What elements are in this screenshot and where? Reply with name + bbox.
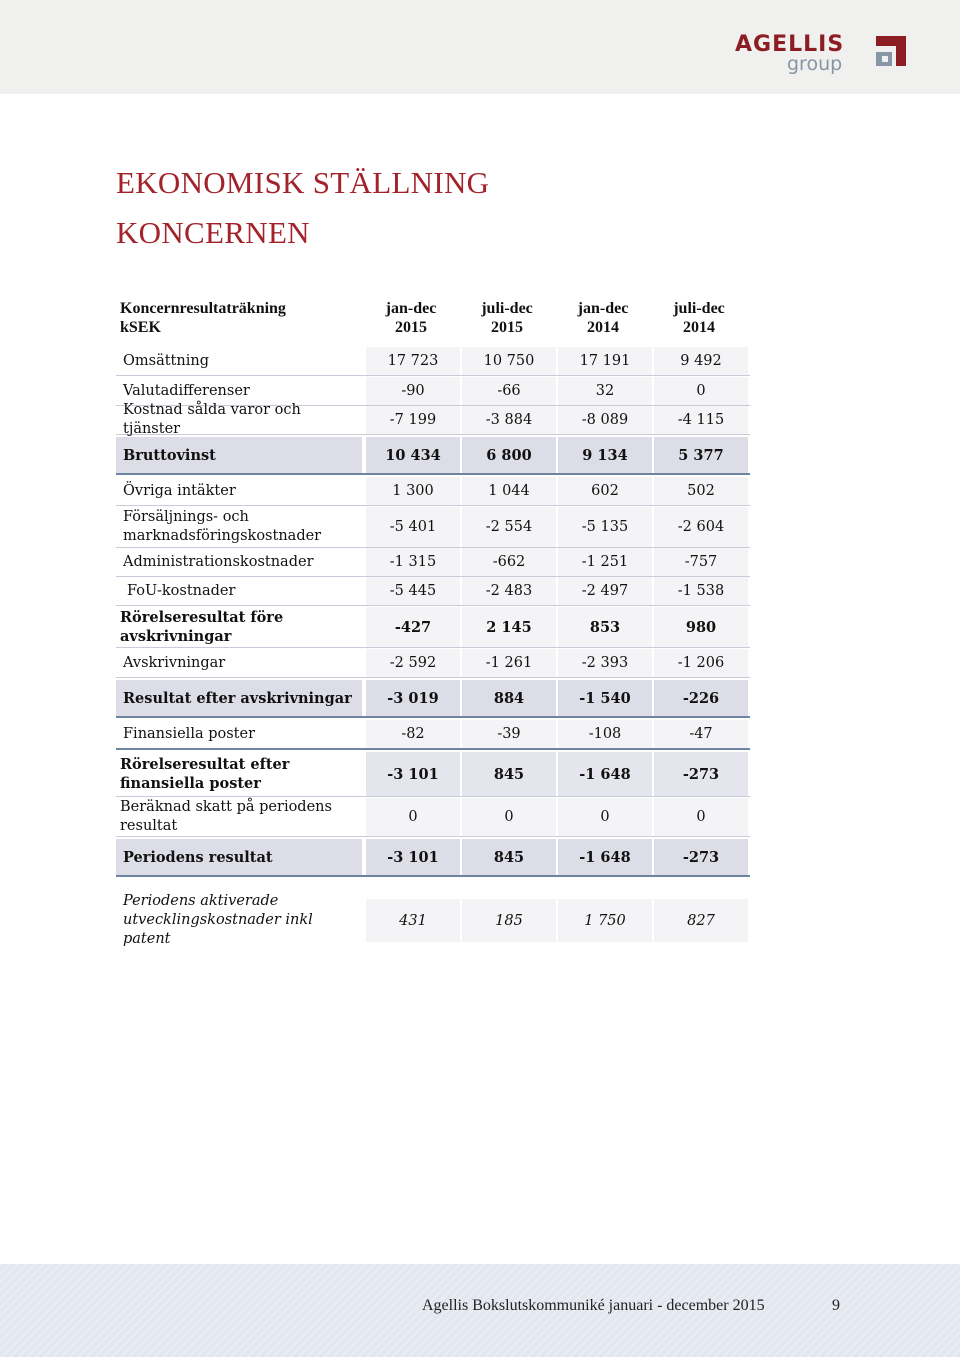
- table-cell: -1 648: [558, 839, 652, 875]
- row-label: Finansiella poster: [123, 725, 256, 742]
- table-cell: -2 592: [366, 649, 460, 677]
- table-cell: -5 135: [558, 507, 652, 547]
- footer-text: Agellis Bokslutskommuniké januari - december 2015: [422, 1297, 765, 1314]
- table-cell: 6 800: [462, 437, 556, 473]
- row-label: Avskrivningar: [123, 654, 226, 671]
- table-cell: -427: [366, 607, 460, 647]
- table-cell: 845: [462, 752, 556, 796]
- table-row-subtotal: [116, 607, 750, 648]
- row-label: Övriga intäkter: [123, 482, 236, 499]
- table-cell: 10 750: [462, 347, 556, 375]
- table-cell: 431: [366, 899, 460, 942]
- table-cell: -1 540: [558, 680, 652, 716]
- column-header: [556, 299, 650, 337]
- table-cell: 827: [654, 899, 748, 942]
- table-cell: -4 115: [654, 406, 748, 434]
- column-header-line-1: juli-dec: [673, 300, 725, 317]
- table-cell: -1 538: [654, 577, 748, 605]
- column-header: [652, 299, 746, 337]
- column-header: [364, 299, 458, 337]
- table-cell: -8 089: [558, 406, 652, 434]
- head-label-line-1: Koncernresultaträkning: [120, 300, 286, 317]
- row-label: FoU-kostnader: [127, 582, 236, 599]
- table-cell: -757: [654, 548, 748, 576]
- table-cell: -7 199: [366, 406, 460, 434]
- table-row-total: [116, 437, 750, 475]
- row-label: Valutadifferenser: [123, 382, 250, 399]
- table-cell: 845: [462, 839, 556, 875]
- row-label: Periodens resultat: [116, 839, 362, 875]
- column-header-line-2: 2015: [491, 319, 523, 336]
- table-row-note: [116, 893, 750, 947]
- row-label: Periodens aktiverade utvecklingskostnader inkl patent: [123, 893, 313, 947]
- table-cell: 1 750: [558, 899, 652, 942]
- table-cell: 0: [654, 798, 748, 836]
- row-label: Kostnad sålda varor och tjänster: [123, 402, 301, 437]
- title-line-1: EKONOMISK STÄLLNING: [116, 165, 490, 200]
- table-cell: -2 604: [654, 507, 748, 547]
- table-cell: 980: [654, 607, 748, 647]
- row-label: Omsättning: [123, 352, 209, 369]
- table-cell: 185: [462, 899, 556, 942]
- table-cell: -39: [462, 720, 556, 748]
- table-cell: 10 434: [366, 437, 460, 473]
- table-cell: 884: [462, 680, 556, 716]
- column-header-line-1: juli-dec: [481, 300, 533, 317]
- table-cell: 9 492: [654, 347, 748, 375]
- table-cell: 602: [558, 477, 652, 505]
- row-label: Rörelseresultat efter finansiella poster: [120, 756, 290, 792]
- table-cell: -3 019: [366, 680, 460, 716]
- table-row: [116, 720, 750, 750]
- table-cell: -273: [654, 839, 748, 875]
- table-cell: -2 497: [558, 577, 652, 605]
- table-cell: -3 884: [462, 406, 556, 434]
- table-cell: 17 191: [558, 347, 652, 375]
- table-cell: 9 134: [558, 437, 652, 473]
- row-label: Beräknad skatt på periodens resultat: [120, 799, 332, 834]
- table-cell: -3 101: [366, 839, 460, 875]
- table-cell: -1 315: [366, 548, 460, 576]
- column-header-line-1: jan-dec: [577, 300, 629, 317]
- table-cell: -1 251: [558, 548, 652, 576]
- table-cell: -5 401: [366, 507, 460, 547]
- head-label-line-2: kSEK: [120, 319, 161, 336]
- table-cell: -662: [462, 548, 556, 576]
- logo-mark-icon: [872, 32, 910, 70]
- table-cell: 853: [558, 607, 652, 647]
- table-cell: -226: [654, 680, 748, 716]
- column-header: [460, 299, 554, 337]
- logo-sub: group: [787, 53, 843, 75]
- table-cell: 0: [462, 798, 556, 836]
- row-label: Rörelseresultat före avskrivningar: [120, 609, 284, 645]
- table-cell: -1 206: [654, 649, 748, 677]
- table-row-total: [116, 680, 750, 718]
- row-label: Bruttovinst: [116, 437, 362, 473]
- table-cell: -82: [366, 720, 460, 748]
- table-row-total: [116, 839, 750, 877]
- table-cell: 5 377: [654, 437, 748, 473]
- table-row: [116, 347, 750, 376]
- table-row: [116, 477, 750, 506]
- table-cell: -3 101: [366, 752, 460, 796]
- table-cell: 2 145: [462, 607, 556, 647]
- table-cell: 1 300: [366, 477, 460, 505]
- table-cell: 502: [654, 477, 748, 505]
- page-number: 9: [832, 1297, 840, 1314]
- table-row-subtotal: [116, 752, 750, 797]
- table-cell: 0: [558, 798, 652, 836]
- table-head-label: [120, 299, 286, 337]
- column-header-line-2: 2014: [587, 319, 619, 336]
- logo-word: AGELLIS: [735, 32, 845, 57]
- table-cell: 0: [366, 798, 460, 836]
- column-header-line-2: 2015: [395, 319, 427, 336]
- row-label: Försäljnings- och marknadsföringskostnader: [123, 509, 322, 544]
- table-cell: -2 554: [462, 507, 556, 547]
- column-header-line-2: 2014: [683, 319, 715, 336]
- table-row: [116, 577, 750, 606]
- table-cell: 0: [654, 377, 748, 405]
- table-cell: -108: [558, 720, 652, 748]
- column-header-line-1: jan-dec: [385, 300, 437, 317]
- table-row: [116, 798, 750, 837]
- table-cell: -5 445: [366, 577, 460, 605]
- table-cell: -90: [366, 377, 460, 405]
- table-row: [116, 649, 750, 678]
- table-row: [116, 402, 750, 437]
- table-cell: -1 648: [558, 752, 652, 796]
- table-cell: -2 483: [462, 577, 556, 605]
- table-cell: -47: [654, 720, 748, 748]
- table-row: [116, 548, 750, 577]
- title-line-2: KONCERNEN: [116, 215, 310, 250]
- table-row: [116, 507, 750, 548]
- row-label: Resultat efter avskrivningar: [116, 680, 362, 716]
- agellis-logo: [735, 32, 910, 74]
- table-cell: -1 261: [462, 649, 556, 677]
- row-label: Administrationskostnader: [123, 553, 314, 570]
- table-cell: -273: [654, 752, 748, 796]
- table-cell: 1 044: [462, 477, 556, 505]
- table-cell: 32: [558, 377, 652, 405]
- table-cell: -2 393: [558, 649, 652, 677]
- page-title: [116, 158, 489, 258]
- table-cell: -66: [462, 377, 556, 405]
- header-band: [0, 0, 960, 94]
- table-cell: 17 723: [366, 347, 460, 375]
